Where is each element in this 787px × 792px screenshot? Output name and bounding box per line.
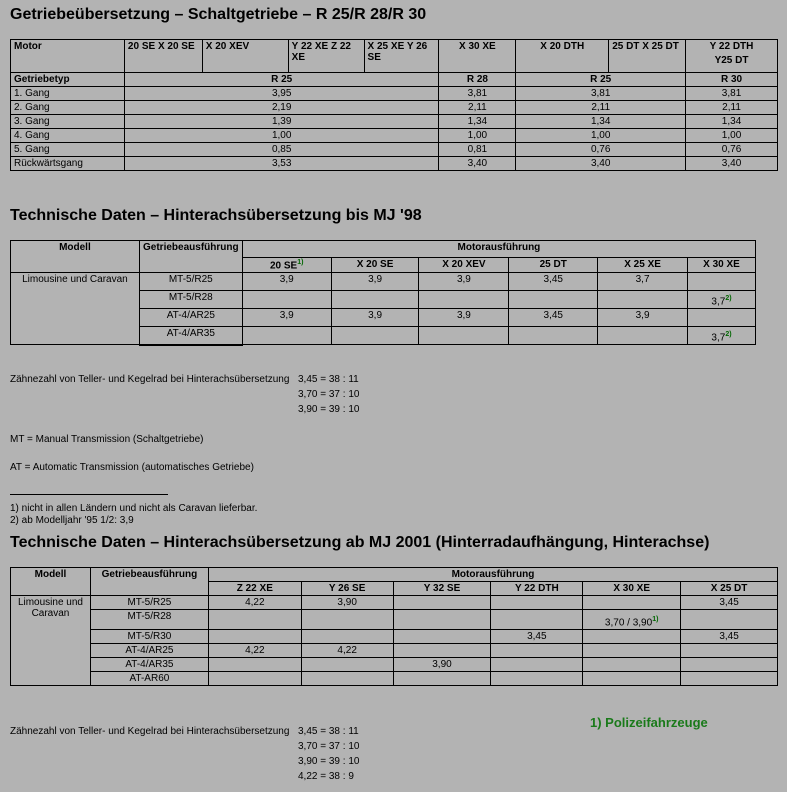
table-row: AT-4/AR35 3,7$^{2)}$ [11, 327, 756, 345]
motor-col: Y 22 XE Z 22 XE [288, 40, 364, 73]
zahnezahl-values: 3,45 = 38 : 11 3,70 = 37 : 10 3,90 = 39 : 10 [298, 374, 360, 415]
motor-header-row: Z 22 XE Y 26 SE Y 32 SE Y 22 DTH X 30 XE X 25 DT [11, 582, 778, 596]
table-row: 4. Gang 1,00 1,00 1,00 1,00 [11, 129, 778, 143]
motor-col: X 20 DTH [516, 40, 609, 73]
table-row: 3. Gang 1,39 1,34 1,34 1,34 [11, 115, 778, 129]
mt-note: MT = Manual Transmission (Schaltgetriebe) [10, 434, 204, 445]
table-row: AT-4/AR25 4,22 4,22 [11, 644, 778, 658]
table-row: Limousine und Caravan MT-5/R25 3,9 3,9 3,9 3,45 3,7 [11, 273, 756, 291]
axle-ratio-table-2001 [10, 567, 778, 686]
zahnezahl-values-2001: 3,45 = 38 : 11 3,70 = 37 : 10 3,90 = 39 : 10 4,22 = 38 : 9 [298, 726, 360, 782]
table-row: Limousine und Caravan MT-5/R25 4,22 3,90 3,45 [11, 596, 778, 610]
gear-ratio-table [10, 39, 778, 171]
header-row: Modell Getriebeausführung Motorausführung [11, 241, 756, 258]
table-row: 5. Gang 0,85 0,81 0,76 0,76 [11, 143, 778, 157]
footnote-1: 1) nicht in allen Ländern und nicht als Caravan lieferbar. [10, 503, 258, 514]
section3-title: Technische Daten – Hinterachsübersetzung ab MJ 2001 (Hinterradaufhängung, Hinterachse) [10, 534, 710, 551]
footnote-2: 2) ab Modelljahr '95 1/2: 3,9 [10, 515, 134, 526]
table-row: AT-AR60 [11, 672, 778, 686]
table-row: MT-5/R30 3,45 3,45 [11, 630, 778, 644]
motor-col: Y 22 DTH Y25 DT [686, 40, 778, 73]
motor-col: X 20 XEV [202, 40, 288, 73]
table-row: MT-5/R28 3,70 / 3,90$^{1)}$ [11, 610, 778, 630]
getriebetyp-row: Getriebetyp R 25 R 28 R 25 R 30 [11, 73, 778, 87]
axle-ratio-table-98 [10, 240, 756, 346]
table-row: AT-4/AR35 3,90 [11, 658, 778, 672]
motor-header-row: 20 SE$^{1)}$ X 20 SE X 20 XEV 25 DT X 25 XE X 30 XE [11, 258, 756, 273]
table-row: MT-5/R28 3,7$^{2)}$ [11, 291, 756, 309]
motor-col: 20 SE X 20 SE [124, 40, 202, 73]
table-row: Rückwärtsgang 3,53 3,40 3,40 3,40 [11, 157, 778, 171]
table-row: AT-4/AR25 3,9 3,9 3,9 3,45 3,9 [11, 309, 756, 327]
modell-cell: Limousine und Caravan [11, 596, 91, 686]
motor-col: 25 DT X 25 DT [609, 40, 686, 73]
section1-title: Getriebeübersetzung – Schaltgetriebe – R 25/R 28/R 30 [10, 6, 427, 23]
zahnezahl-label: Zähnezahl von Teller- und Kegelrad bei Hinterachsübersetzung [10, 374, 290, 385]
police-footnote: 1) Polizeifahrzeuge [590, 715, 708, 730]
table-row: 1. Gang 3,95 3,81 3,81 3,81 [11, 87, 778, 101]
footnote-divider [10, 494, 168, 495]
zahnezahl-label-2001: Zähnezahl von Teller- und Kegelrad bei Hinterachsübersetzung [10, 726, 290, 737]
at-note: AT = Automatic Transmission (automatisches Getriebe) [10, 462, 254, 473]
modell-cell: Limousine und Caravan [11, 273, 140, 345]
motor-col: X 30 XE [439, 40, 516, 73]
motor-label: Motor [11, 40, 125, 73]
header-row: Modell Getriebeausführung Motorausführung [11, 568, 778, 582]
section2-title: Technische Daten – Hinterachsübersetzung bis MJ '98 [10, 207, 422, 224]
motor-col: X 25 XE Y 26 SE [364, 40, 439, 73]
table-row: 2. Gang 2,19 2,11 2,11 2,11 [11, 101, 778, 115]
motor-header-row [11, 40, 778, 73]
